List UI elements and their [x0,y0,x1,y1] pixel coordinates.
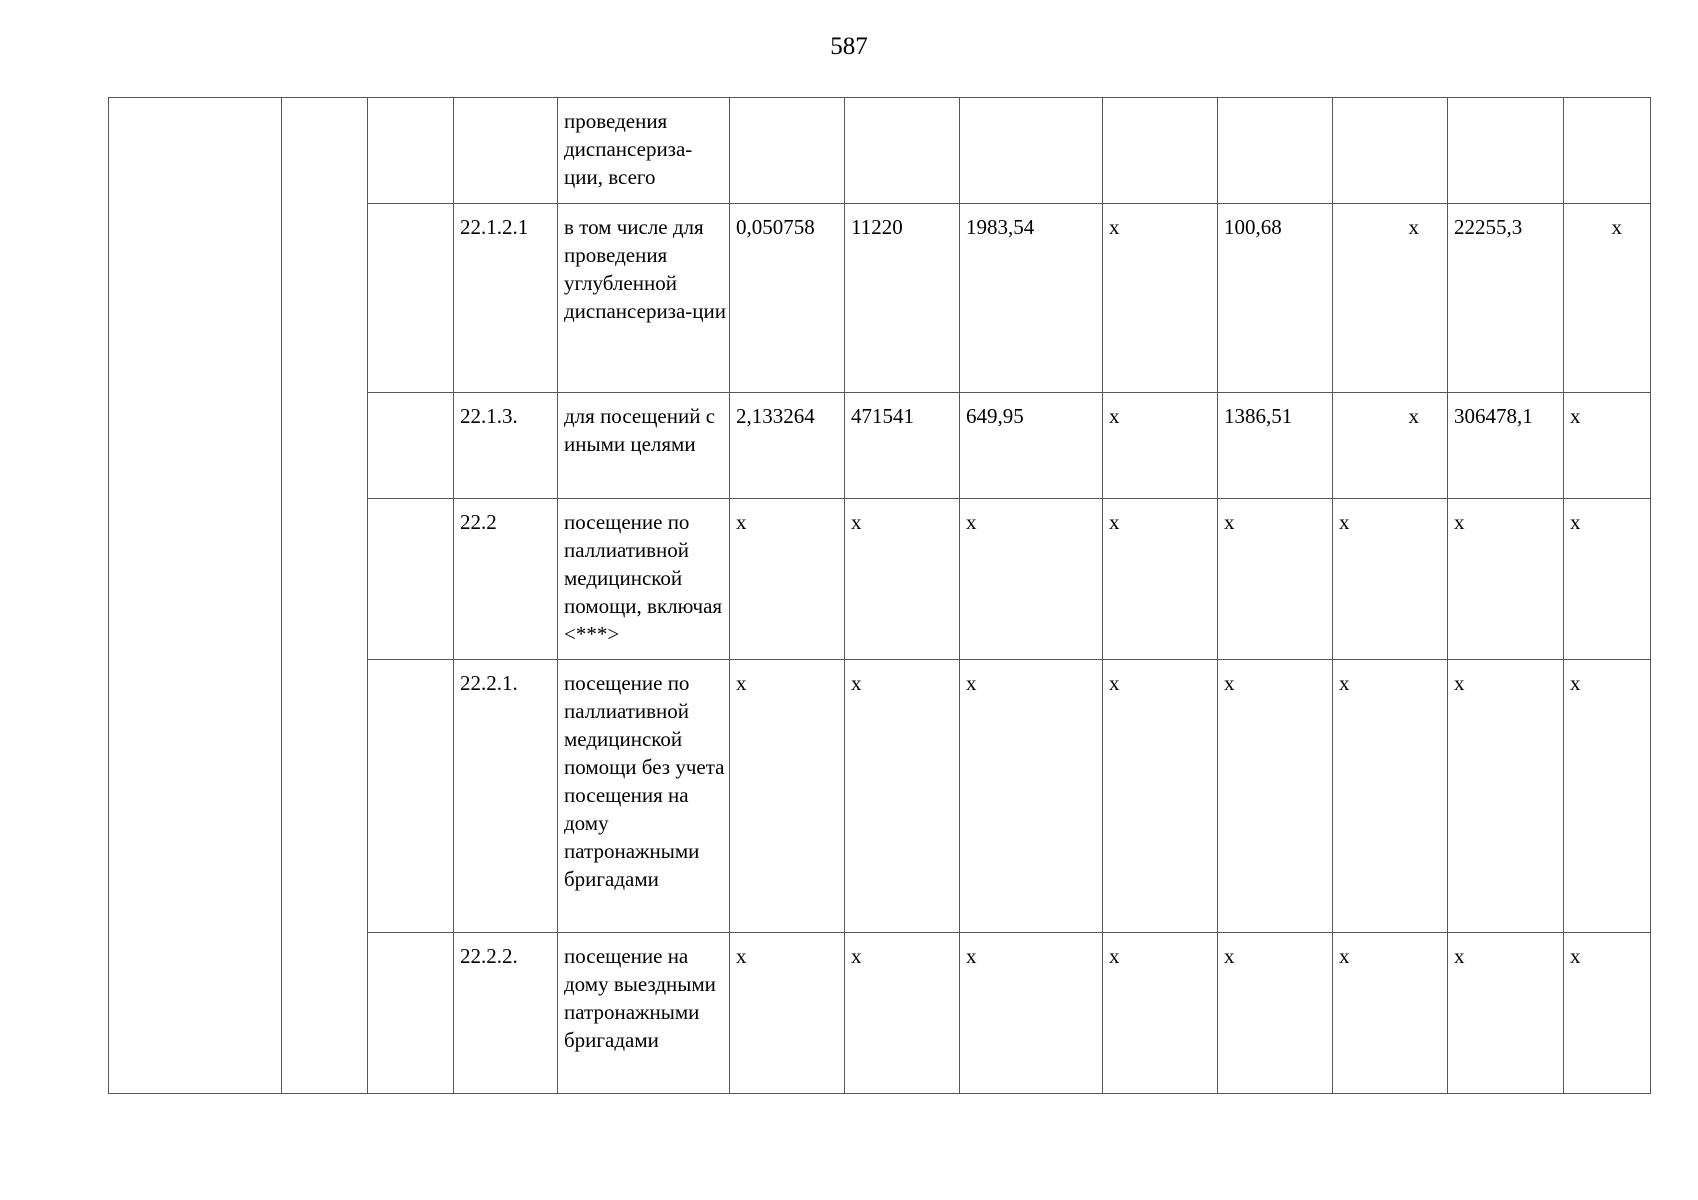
value-cell: х [1448,933,1564,1094]
value-cell [1564,98,1651,204]
value-cell: 2,133264 [730,393,845,499]
value-cell [730,98,845,204]
value-cell: х [960,499,1103,660]
value-cell: 11220 [845,204,960,393]
row-code: 22.2.2. [454,933,558,1094]
value-cell: х [1564,393,1651,499]
value-cell: х [845,933,960,1094]
row-code: 22.1.3. [454,393,558,499]
value-cell: 0,050758 [730,204,845,393]
value-cell: 649,95 [960,393,1103,499]
value-cell: х [1218,933,1333,1094]
value-cell: 471541 [845,393,960,499]
row-description: для посещений с иными целями [558,393,730,499]
value-cell: х [1218,499,1333,660]
row-description: проведения диспансериза-ции, всего [558,98,730,204]
empty-cell [282,98,368,1094]
value-cell: х [845,499,960,660]
empty-cell [368,499,454,660]
value-cell: х [1564,933,1651,1094]
value-cell: х [1564,499,1651,660]
value-cell: х [1333,204,1448,393]
row-description: посещение по паллиативной медицинской помощи без учета посещения на дому патронажными бригадами [558,660,730,933]
row-code [454,98,558,204]
value-cell: х [960,933,1103,1094]
table-row [109,98,1651,204]
empty-cell [368,933,454,1094]
value-cell: 22255,3 [1448,204,1564,393]
value-cell: 1386,51 [1218,393,1333,499]
empty-cell [368,660,454,933]
row-description: в том числе для проведения углубленной диспансериза-ции [558,204,730,393]
value-cell: х [1103,393,1218,499]
row-code: 22.2 [454,499,558,660]
value-cell: х [730,933,845,1094]
empty-cell [109,98,282,1094]
value-cell: х [1564,204,1651,393]
value-cell: х [730,499,845,660]
value-cell: х [845,660,960,933]
value-cell: х [1333,393,1448,499]
empty-cell [368,393,454,499]
value-cell [1218,98,1333,204]
value-cell: х [1103,933,1218,1094]
row-description: посещение на дому выездными патронажными бригадами [558,933,730,1094]
value-cell [1448,98,1564,204]
value-cell: 306478,1 [1448,393,1564,499]
row-code: 22.1.2.1 [454,204,558,393]
empty-cell [368,98,454,204]
value-cell: х [1448,660,1564,933]
value-cell: х [1103,499,1218,660]
value-cell: х [1333,660,1448,933]
value-cell: х [960,660,1103,933]
empty-cell [368,204,454,393]
value-cell: 100,68 [1218,204,1333,393]
row-code: 22.2.1. [454,660,558,933]
value-cell [1333,98,1448,204]
data-table [108,97,1651,1094]
value-cell: х [1448,499,1564,660]
value-cell: х [1564,660,1651,933]
value-cell: х [1333,933,1448,1094]
value-cell [845,98,960,204]
value-cell: х [1333,499,1448,660]
value-cell: 1983,54 [960,204,1103,393]
row-description: посещение по паллиативной медицинской помощи, включая <***> [558,499,730,660]
page-number: 587 [830,33,868,60]
value-cell [1103,98,1218,204]
value-cell [960,98,1103,204]
value-cell: х [1103,204,1218,393]
value-cell: х [730,660,845,933]
value-cell: х [1103,660,1218,933]
value-cell: х [1218,660,1333,933]
